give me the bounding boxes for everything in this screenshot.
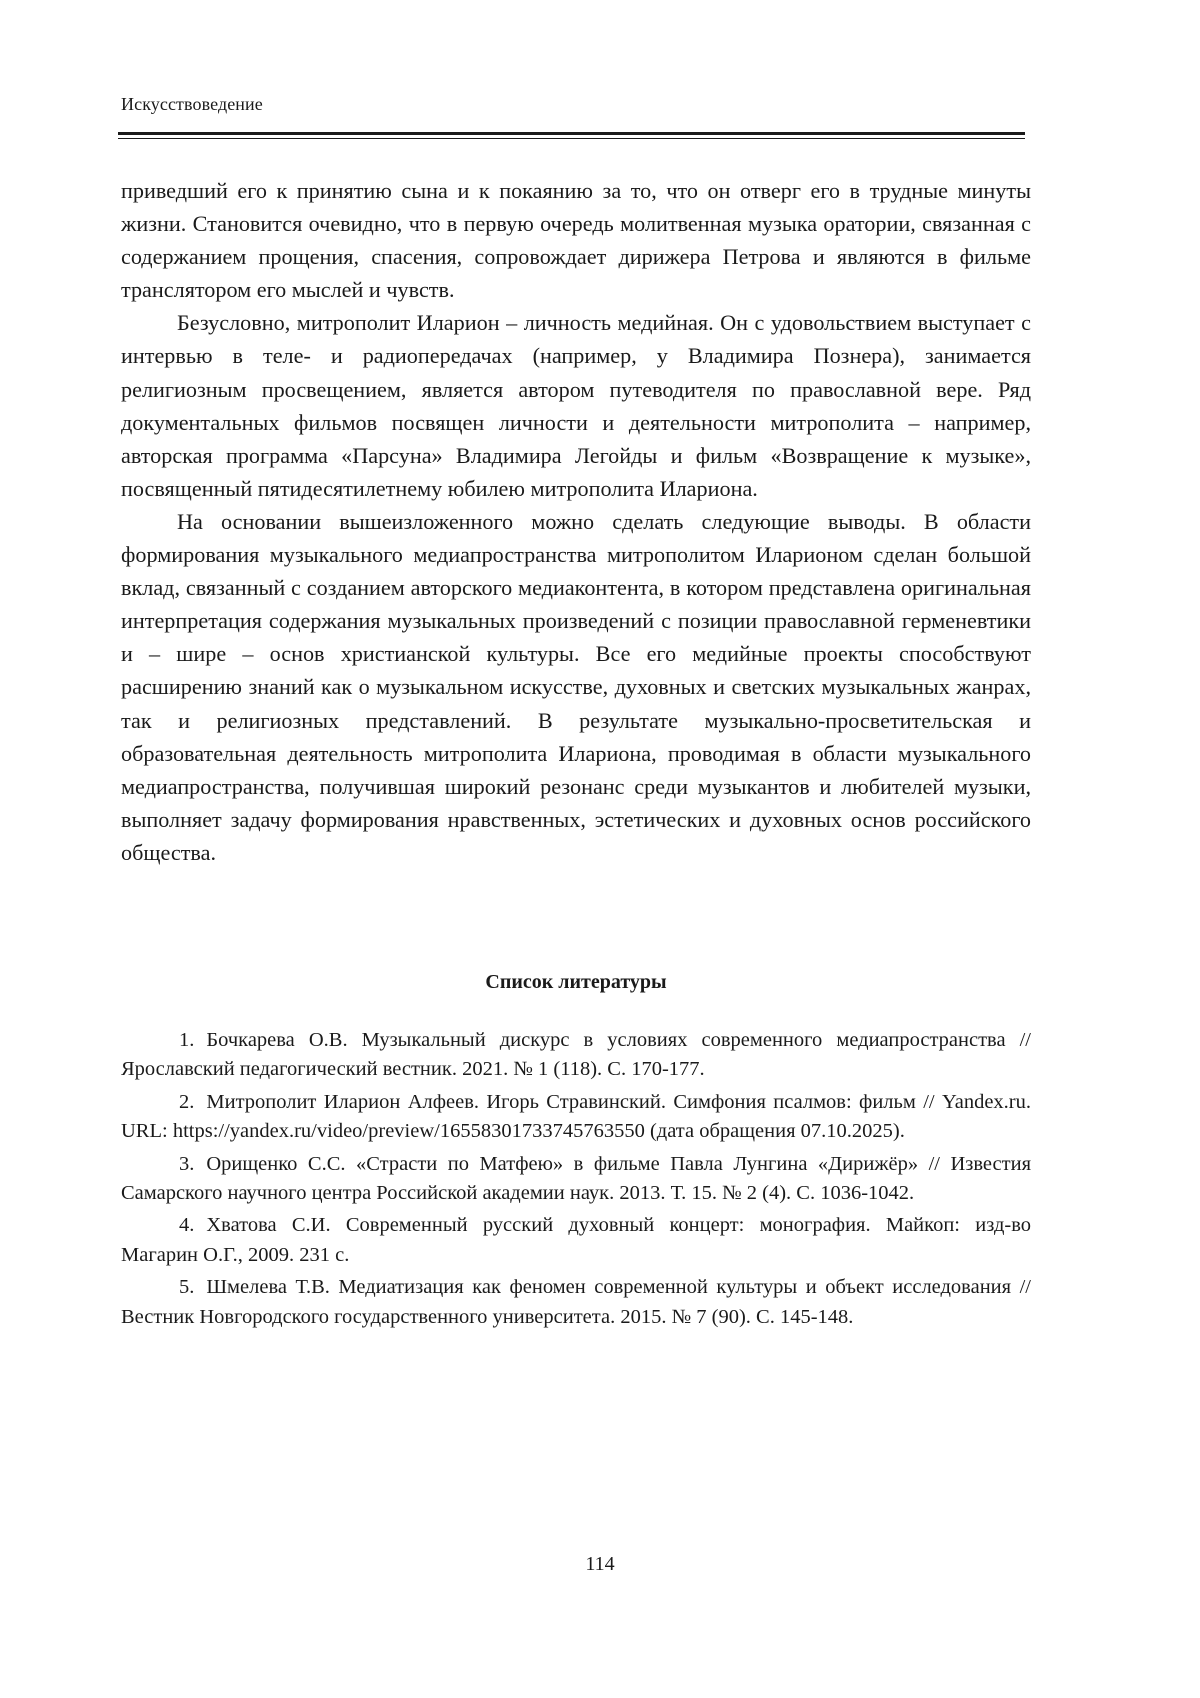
running-head-title: Искусствоведение bbox=[121, 94, 263, 114]
body-paragraph: приведший его к принятию сына и к покаянию за то, что он отверг его в трудные минуты жизни. Становится очевидно, что в первую очередь молитвенная музыка оратории, связанная с содержанием прощения, спасения, сопровождает дирижера Петрова и являются в фильме транслятором его мыслей и чувств. bbox=[121, 178, 1031, 303]
reference-text: Орищенко С.С. «Страсти по Матфею» в фильме Павла Лунгина «Дирижёр» // Известия Самарского научного центра Российской академии наук. 2013. Т. 15. № 2 (4). С. 1036-1042. bbox=[121, 1152, 1031, 1205]
header-rule-thin bbox=[118, 138, 1025, 139]
article-body bbox=[121, 174, 1031, 869]
body-paragraph: Безусловно, митрополит Иларион – личность медийная. Он с удовольствием выступает с интервью в теле- и радиопередачах (например, у Владимира Познера), занимается религиозным просвещением, является автором путеводителя по православной вере. Ряд документальных фильмов посвящен личности и деятельности митрополита – например, авторская программа «Парсуна» Владимира Легойды и фильм «Возвращение к музыке», посвященный пятидесятилетнему юбилею митрополита Илариона. bbox=[121, 310, 1031, 501]
reference-item bbox=[121, 1273, 1031, 1332]
page-number: 114 bbox=[585, 1553, 615, 1575]
reference-number: 3. bbox=[179, 1152, 195, 1175]
reference-item bbox=[121, 1150, 1031, 1209]
reference-text: Митрополит Иларион Алфеев. Игорь Стравинский. Симфония псалмов: фильм // Yandex.ru. URL: https://yandex.ru/video/preview/16558301733745763550 (дата обращения 07.10.2025). bbox=[121, 1090, 1031, 1143]
references-heading: Список литературы bbox=[485, 971, 667, 993]
reference-number: 5. bbox=[179, 1276, 195, 1299]
reference-item bbox=[121, 1211, 1031, 1270]
reference-item bbox=[121, 1088, 1031, 1147]
reference-number: 4. bbox=[179, 1214, 195, 1237]
body-paragraph: На основании вышеизложенного можно сделать следующие выводы. В области формирования музыкального медиапространства митрополитом Иларионом сделан большой вклад, связанный с созданием авторского медиаконтента, в котором представлена оригинальная интерпретация содержания музыкальных произведений с позиции православной герменевтики и – шире – основ христианской культуры. Все его медийные проекты способствуют расширению знаний как о музыкальном искусстве, духовных и светских музыкальных жанрах, так и религиозных представлений. В результате музыкально-просветительская и образовательная деятельность митрополита Илариона, проводимая в области музыкального медиапространства, получившая широкий резонанс среди музыкантов и любителей музыки, выполняет задачу формирования нравственных, эстетических и духовных основ российского общества. bbox=[121, 508, 1031, 865]
reference-text: Бочкарева О.В. Музыкальный дискурс в условиях современного медиапространства // Ярославский педагогический вестник. 2021. № 1 (118). С. 170-177. bbox=[121, 1029, 1031, 1081]
reference-item bbox=[121, 1026, 1031, 1085]
reference-text: Шмелева Т.В. Медиатизация как феномен современной культуры и объект исследования // Вестник Новгородского государственного университета. 2015. № 7 (90). С. 145-148. bbox=[121, 1276, 1031, 1328]
reference-number: 1. bbox=[179, 1029, 195, 1051]
reference-number: 2. bbox=[179, 1090, 195, 1113]
references-list bbox=[121, 1026, 1031, 1335]
header-rule-thick bbox=[118, 132, 1025, 135]
reference-text: Хватова С.И. Современный русский духовный концерт: монография. Майкоп: изд-во Магарин О.Г., 2009. 231 с. bbox=[121, 1214, 1031, 1266]
